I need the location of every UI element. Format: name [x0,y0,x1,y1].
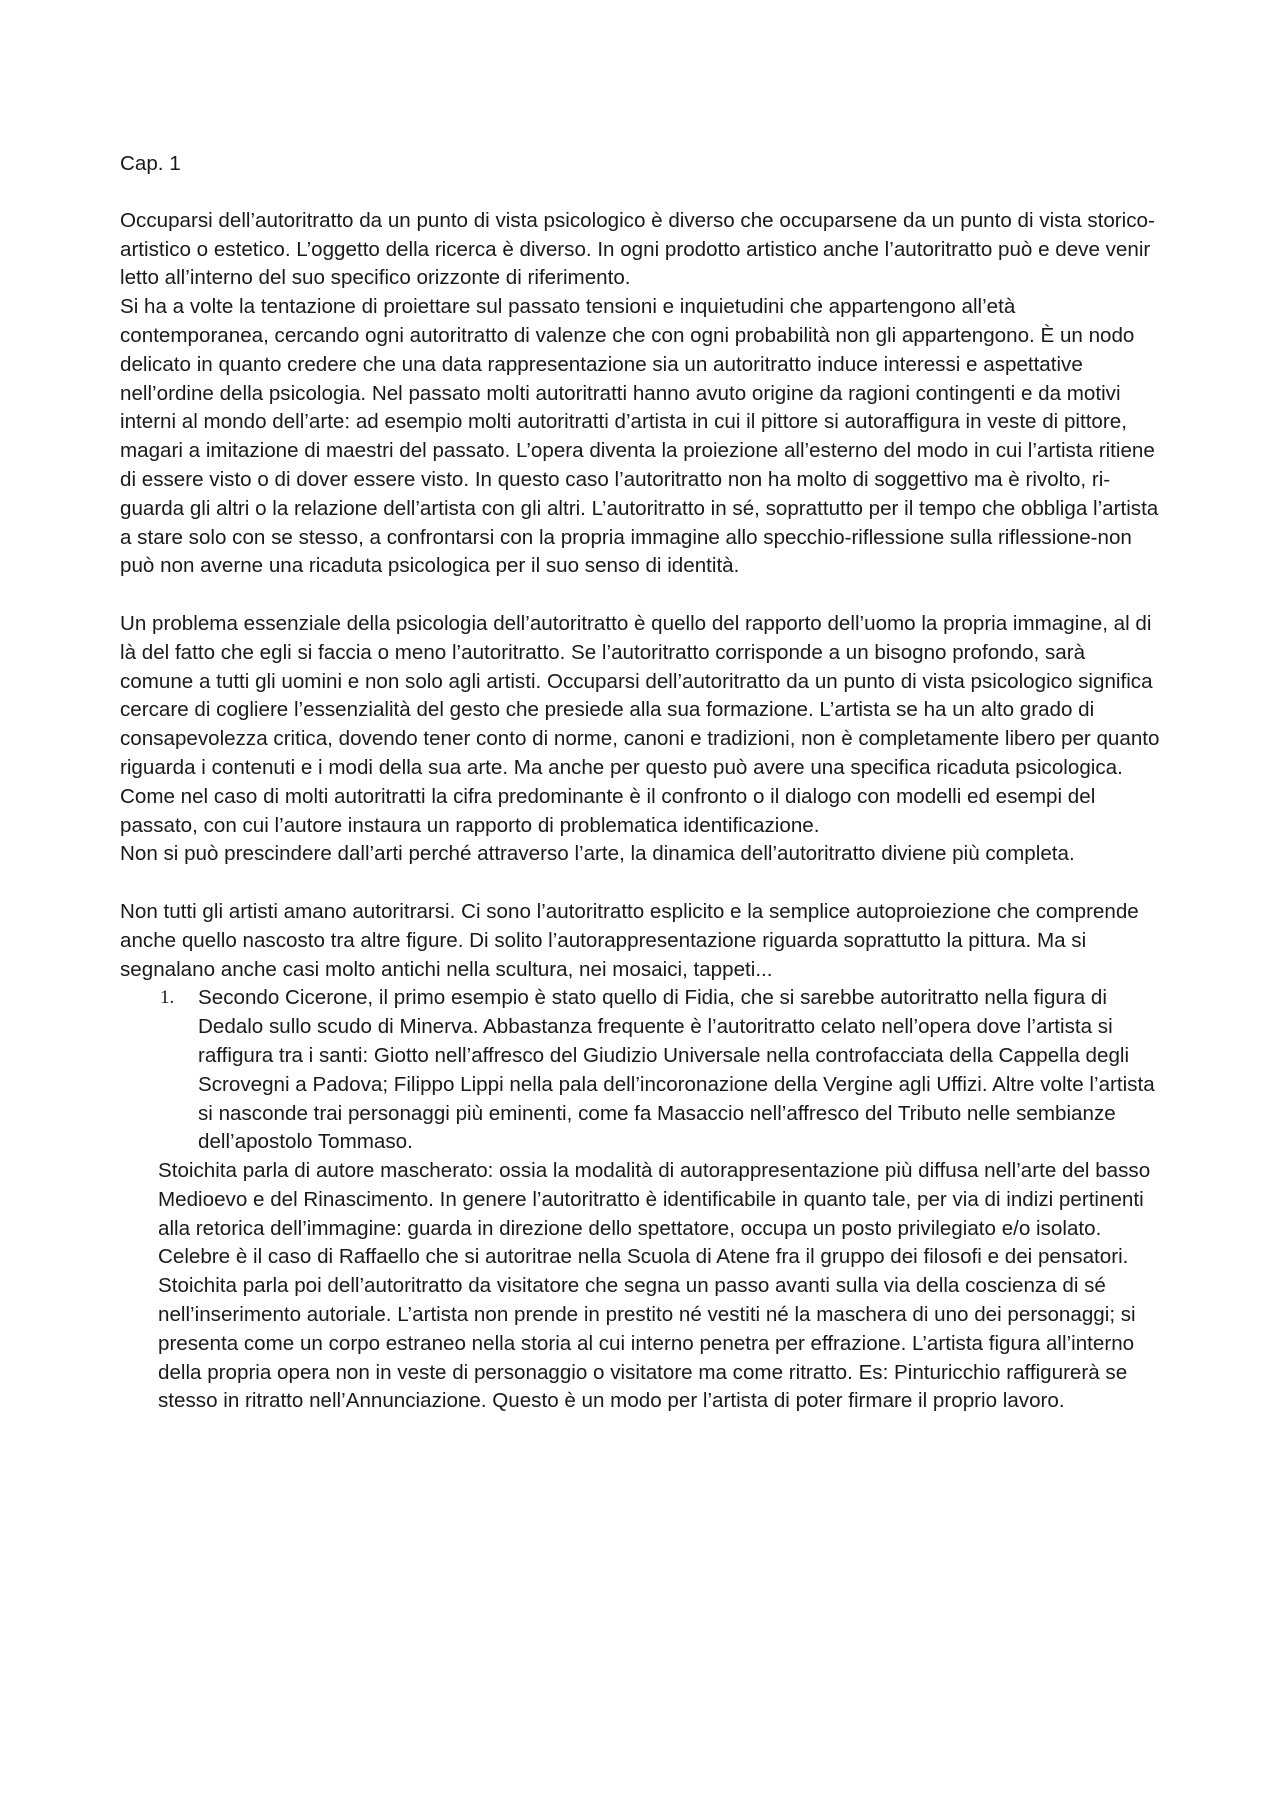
paragraph-intro: Occuparsi dell’autoritratto da un punto di vista psicologico è diverso che occuparsene da un punto di vista storico-artistico o estetico. L’oggetto della ricerca è diverso. In ogni prodotto artistico anche l’autoritratto può e deve venir letto all’interno del suo specifico orizzonte di riferimento. [120,208,1155,290]
paragraph-spacer [120,869,1160,898]
chapter-heading: Cap. 1 [120,152,181,175]
paragraph-essential-problem: Un problema essenziale della psicologia dell’autoritratto è quello del rapporto dell’uomo la propria immagine, al di là del fatto che egli si faccia o meno l’autoritratto. Se l’autoritratto corrisponde a un bisogno profondo, sarà comune a tutti gli uomini e non solo agli artisti. Occuparsi dell’autoritratto da un punto di vista psicologico significa cercare di cogliere l’essenzialità del gesto che presiede alla sua formazione. L’artista se ha un alto grado di consapevolezza critica, dovendo tener conto di norme, canoni e tradizioni, non è completamente libero per quanto riguarda i contenuti e i modi della sua arte. Ma anche per questo può avere una specifica ricaduta psicologica. Come nel caso di molti autoritratti la cifra predominante è il confronto o il dialogo con modelli ed esempi del passato, con cui l’autore instaura un rapporto di problematica identificazione. [120,611,1160,837]
paragraph-art-dynamics: Non si può prescindere dall’arti perché attraverso l’arte, la dinamica dell’autoritratto diviene più completa. [120,842,1075,866]
numbered-list [120,984,1160,1157]
list-item-text: Secondo Cicerone, il primo esempio è stato quello di Fidia, che si sarebbe autoritratto nella figura di Dedalo sullo scudo di Minerva. Abbastanza frequente è l’autoritratto celato nell’opera dove l’artista si raffigura tra i santi: Giotto nell’affresco del Giudizio Universale nella controfacciata della Cappella degli Scrovegni a Padova; Filippo Lippi nella pala dell’incoronazione della Vergine agli Uffizi. Altre volte l’artista si nasconde trai personaggi più eminenti, come fa Masaccio nell’affresco del Tributo nelle sembianze dell’apostolo Tommaso. [198,986,1155,1154]
list-item-number: 1. [160,987,175,1009]
paragraph-not-all-artists: Non tutti gli artisti amano autoritrarsi. Ci sono l’autoritratto esplicito e la semplice autoproiezione che comprende anche quello nascosto tra altre figure. Di solito l’autorappresentazione riguarda soprattutto la pittura. Ma si segnalano anche casi molto antichi nella scultura, nei mosaici, tappeti... [120,899,1139,981]
paragraph-temptation: Si ha a volte la tentazione di proiettare sul passato tensioni e inquietudini che appartengono all’età contemporanea, cercando ogni autoritratto di valenze che con ogni probabilità non gli appartengono. È un nodo delicato in quanto credere che una data rappresentazione sia un autoritratto induce interessi e aspettative nell’ordine della psicologia. Nel passato molti autoritratti hanno avuto origine da ragioni contingenti e da motivi interni al mondo dell’arte: ad esempio molti autoritratti d’artista in cui il pittore si autoraffigura in veste di pittore, magari a imitazione di maestri del passato. L’opera diventa la proiezione all’esterno del modo in cui l’artista ritiene di essere visto o di dover essere visto. In questo caso l’autoritratto non ha molto di soggettivo ma è rivolto, ri-guarda gli altri o la relazione dell’artista con gli altri. L’autoritratto in sé, soprattutto per il tempo che obbliga l’artista a stare solo con se stesso, a confrontarsi con la propria immagine allo specchio-riflessione sulla riflessione-non può non averne una ricaduta psicologica per il suo senso di identità. [120,295,1159,578]
document-page [120,150,1160,1416]
paragraph-spacer [120,581,1160,610]
paragraph-stoichita: Stoichita parla di autore mascherato: ossia la modalità di autorappresentazione più diffusa nell’arte del basso Medioevo e del Rinascimento. In genere l’autoritratto è identificabile in quanto tale, per via di indizi pertinenti alla retorica dell’immagine: guarda in direzione dello spettatore, occupa un posto privilegiato e/o isolato. Celebre è il caso di Raffaello che si autoritrae nella Scuola di Atene fra il gruppo dei filosofi e dei pensatori. Stoichita parla poi dell’autoritratto da visitatore che segna un passo avanti sulla via della coscienza di sé nell’inserimento autoriale. L’artista non prende in prestito né vestiti né la maschera di uno dei personaggi; si presenta come un corpo estraneo nella storia al cui interno penetra per effrazione. L’artista figura all’interno della propria opera non in veste di personaggio o visitatore ma come ritratto. Es: Pinturicchio raffigurerà se stesso in ritratto nell’Annunciazione. Questo è un modo per l’artista di poter firmare il proprio lavoro. [158,1159,1151,1413]
list-item [120,984,1160,1157]
